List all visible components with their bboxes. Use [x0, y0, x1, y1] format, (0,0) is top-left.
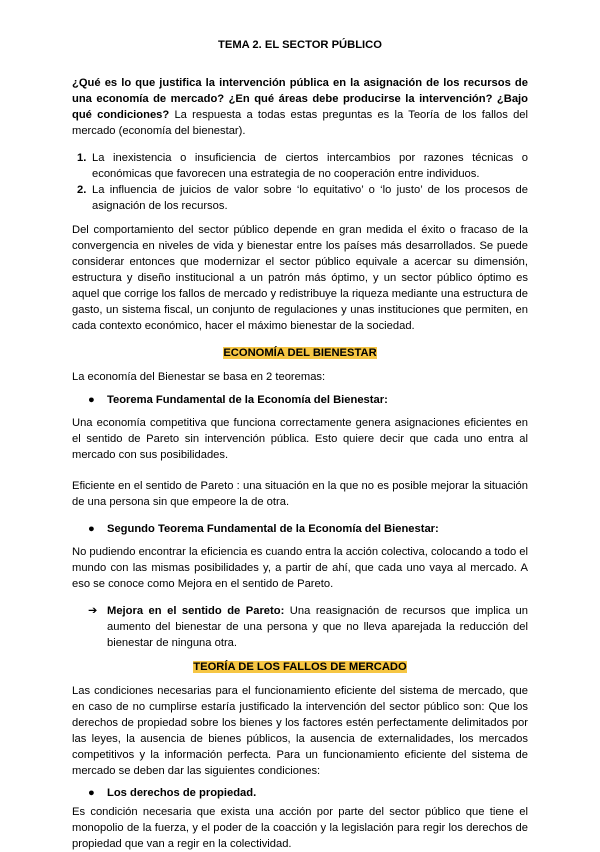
document-title: TEMA 2. EL SECTOR PÚBLICO — [218, 39, 382, 51]
intro-paragraph — [72, 75, 528, 139]
arrow-right-icon: ➔ — [88, 605, 98, 617]
theorem-1-paragraph: Una economía competitiva que funciona correctamente genera asignaciones eficientes en el sentido de Pareto sin intervención pública. Esto quiere decir que cada uno entra al mercado con sus posibilidades. — [72, 417, 528, 461]
bienestar-lead: La economía del Bienestar se basa en 2 teoremas: — [72, 371, 326, 383]
theorem-2-title: Segundo Teorema Fundamental de la Economía del Bienestar: — [107, 523, 439, 535]
intro-questions: ¿Qué es lo que justifica la intervención pública en la asignación de los recursos de una economía de mercado? ¿En qué áreas debe producirse la intervención? ¿Bajo qué condiciones? — [72, 77, 528, 121]
reasons-list — [72, 150, 528, 214]
section-heading-bienestar — [72, 345, 528, 361]
list-number: 2. — [77, 184, 87, 196]
pareto-improvement-item — [72, 603, 528, 651]
list-item-text: La inexistencia o insuficiencia de ciertos intercambios por razones técnicas o económicas que favorecen una estrategia de no cooperación entre individuos. — [92, 152, 528, 180]
list-item — [72, 182, 528, 214]
bullet-property-rights — [72, 785, 528, 801]
theorem-1-title: Teorema Fundamental de la Economía del Bienestar: — [107, 394, 388, 406]
bullet-dot-icon: ● — [88, 394, 95, 406]
pareto-improvement-text: Una reasignación de recursos que implica un aumento del bienestar de una persona y que no lleva aparejada la reducción del bienestar de ninguna otra. — [107, 605, 529, 649]
theorem-2-paragraph: No pudiendo encontrar la eficiencia es cuando entra la acción colectiva, colocando a todo el mundo con las mismas posibilidades y, a partir de ahí, que cada uno vaya al mercado. A eso se conoce como Mejora en el sentido de Pareto. — [72, 546, 528, 590]
list-item-text: La influencia de juicios de valor sobre ‘lo equitativo’ o ‘lo justo’ de los procesos de asignación de los recursos. — [92, 184, 528, 212]
bullet-theorem-2 — [72, 521, 528, 537]
bullet-theorem-1 — [72, 392, 528, 408]
pareto-definition: Eficiente en el sentido de Pareto : una situación en la que no es posible mejorar la situación de una persona sin que empeore la de otra. — [72, 480, 528, 508]
section-heading-text: TEORÍA DE LOS FALLOS DE MERCADO — [193, 661, 407, 673]
list-number: 1. — [77, 152, 87, 164]
behavior-paragraph: Del comportamiento del sector público depende en gran medida el éxito o fracaso de la convergencia en niveles de vida y bienestar entre los países más desarrollados. Se puede considerar entonces que modernizar el sector público equivale a acercar su dimensión, estructura y diseño institucional a un patrón más óptimo, y un sector público óptimo es aquel que corrige los fallos de mercado y redistribuye la riqueza mediante una estructura de gasto, un sistema fiscal, un conjunto de regulaciones y unas instituciones que permiten, en cada contexto económico, hacer el máximo bienestar de la sociedad. — [72, 224, 528, 332]
bullet-dot-icon: ● — [88, 787, 95, 799]
fallos-paragraph: Las condiciones necesarias para el funcionamiento eficiente del sistema de mercado, que en caso de no cumplirse estaría justificado la intervención del sector público son: Que los derechos de propiedad sobre los bienes y los factores estén perfectamente delimitados por las leyes, la ausencia de bienes públicos, la ausencia de externalidades, los mercados competitivos y la información perfecta. Para un funcionamiento eficiente del sistema de mercado se deben dar las siguientes condiciones: — [72, 685, 528, 777]
intro-answer: La respuesta a todas estas preguntas es la Teoría de los fallos del mercado (economía del bienestar). — [72, 109, 529, 137]
list-item — [72, 150, 528, 182]
property-rights-title: Los derechos de propiedad. — [107, 787, 257, 799]
property-rights-paragraph: Es condición necesaria que exista una acción por parte del sector público que tiene el monopolio de la fuerza, y el poder de la coacción y la legislación para regir los derechos de propiedad que van a regir en la colectividad. — [72, 806, 528, 850]
section-heading-text: ECONOMÍA DEL BIENESTAR — [223, 347, 377, 359]
pareto-improvement-title: Mejora en el sentido de Pareto: — [107, 605, 285, 617]
bullet-dot-icon: ● — [88, 523, 95, 535]
section-heading-fallos — [72, 659, 528, 675]
